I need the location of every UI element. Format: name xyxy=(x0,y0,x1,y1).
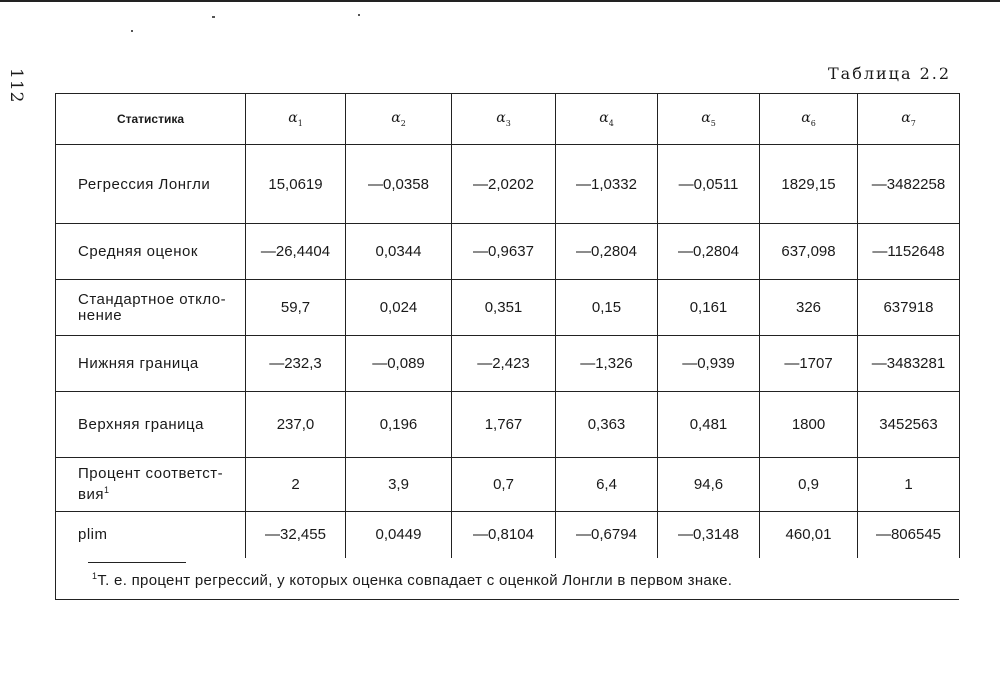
table-cell: 0,351 xyxy=(452,280,556,336)
footnote-text: $^1$Т. е. процент регрессий, у которых оценка совпадает с оценкой Лонгли в первом знаке. xyxy=(92,571,733,589)
header-alpha-2: $\alpha_2$ xyxy=(346,94,452,145)
table-cell: 0,161 xyxy=(658,280,760,336)
row-label: Стандартное откло-нение xyxy=(56,280,246,336)
table-row-mean-estimates xyxy=(56,224,960,280)
table-cell: —0,939 xyxy=(658,336,760,392)
footnote xyxy=(55,552,959,600)
footnote-mark: 1 xyxy=(103,485,110,495)
row-label: Верхняя граница xyxy=(56,392,246,458)
table-cell: —806545 xyxy=(858,512,960,558)
footnote-mark: 1 xyxy=(92,571,98,581)
table-cell: 637,098 xyxy=(760,224,858,280)
table-cell: —26,4404 xyxy=(246,224,346,280)
table-cell: 1800 xyxy=(760,392,858,458)
table-cell: —1,0332 xyxy=(556,145,658,224)
scan-speck xyxy=(358,14,360,16)
table-cell: 6,4 xyxy=(556,458,658,512)
table-cell: 0,024 xyxy=(346,280,452,336)
table-row-plim xyxy=(56,512,960,558)
table-cell: 15,0619 xyxy=(246,145,346,224)
footnote-rule xyxy=(88,562,186,563)
table-cell: 2 xyxy=(246,458,346,512)
table-cell: 326 xyxy=(760,280,858,336)
table-cell: 1,767 xyxy=(452,392,556,458)
scan-speck xyxy=(131,30,133,32)
row-label: Средняя оценок xyxy=(56,224,246,280)
table-cell: 3,9 xyxy=(346,458,452,512)
table-cell: 0,0344 xyxy=(346,224,452,280)
table-cell: —0,9637 xyxy=(452,224,556,280)
table-cell: 0,481 xyxy=(658,392,760,458)
table-cell: 0,7 xyxy=(452,458,556,512)
table-cell: —1152648 xyxy=(858,224,960,280)
table-cell: —2,0202 xyxy=(452,145,556,224)
table-row-lower-bound xyxy=(56,336,960,392)
table-cell: —232,3 xyxy=(246,336,346,392)
table-cell: 0,363 xyxy=(556,392,658,458)
table-cell: 94,6 xyxy=(658,458,760,512)
header-alpha-1: $\alpha_1$ xyxy=(246,94,346,145)
table-cell: 637918 xyxy=(858,280,960,336)
table-cell: —0,2804 xyxy=(556,224,658,280)
header-alpha-4: $\alpha_4$ xyxy=(556,94,658,145)
table-cell: 0,15 xyxy=(556,280,658,336)
table-cell: —1707 xyxy=(760,336,858,392)
table-row-standard-deviation xyxy=(56,280,960,336)
table-cell: —32,455 xyxy=(246,512,346,558)
table-row-match-percent xyxy=(56,458,960,512)
table-cell: 59,7 xyxy=(246,280,346,336)
table-cell: —0,0358 xyxy=(346,145,452,224)
table-cell: —0,089 xyxy=(346,336,452,392)
header-alpha-6: $\alpha_6$ xyxy=(760,94,858,145)
header-alpha-5: $\alpha_5$ xyxy=(658,94,760,145)
table-cell: 237,0 xyxy=(246,392,346,458)
page-top-rule xyxy=(0,0,1000,2)
scan-speck xyxy=(212,16,215,18)
row-label: Нижняя граница xyxy=(56,336,246,392)
table-cell: —0,2804 xyxy=(658,224,760,280)
header-statistic: Статистика xyxy=(56,94,246,145)
table-cell: 0,9 xyxy=(760,458,858,512)
table-cell: 0,0449 xyxy=(346,512,452,558)
table-cell: —0,0511 xyxy=(658,145,760,224)
table-cell: 3452563 xyxy=(858,392,960,458)
row-label: plim xyxy=(56,512,246,558)
header-alpha-3: $\alpha_3$ xyxy=(452,94,556,145)
row-label: Регрессия Лонгли xyxy=(56,145,246,224)
table-row-upper-bound xyxy=(56,392,960,458)
table-cell: —0,6794 xyxy=(556,512,658,558)
table-cell: 460,01 xyxy=(760,512,858,558)
table-row-longley-regression xyxy=(56,145,960,224)
table-cell: 1829,15 xyxy=(760,145,858,224)
table-cell: —3482258 xyxy=(858,145,960,224)
table-cell: —0,8104 xyxy=(452,512,556,558)
table-caption: Таблица 2.2 xyxy=(828,64,952,83)
table-cell: —1,326 xyxy=(556,336,658,392)
table-cell: 1 xyxy=(858,458,960,512)
table-cell: —3483281 xyxy=(858,336,960,392)
page-number: 112 xyxy=(6,68,26,104)
row-label: Процент соответст-вия$^1$ xyxy=(56,458,246,512)
table-header-row xyxy=(56,94,960,145)
table-cell: 0,196 xyxy=(346,392,452,458)
table-cell: —0,3148 xyxy=(658,512,760,558)
table-cell: —2,423 xyxy=(452,336,556,392)
statistics-table xyxy=(55,93,960,558)
header-alpha-7: $\alpha_7$ xyxy=(858,94,960,145)
